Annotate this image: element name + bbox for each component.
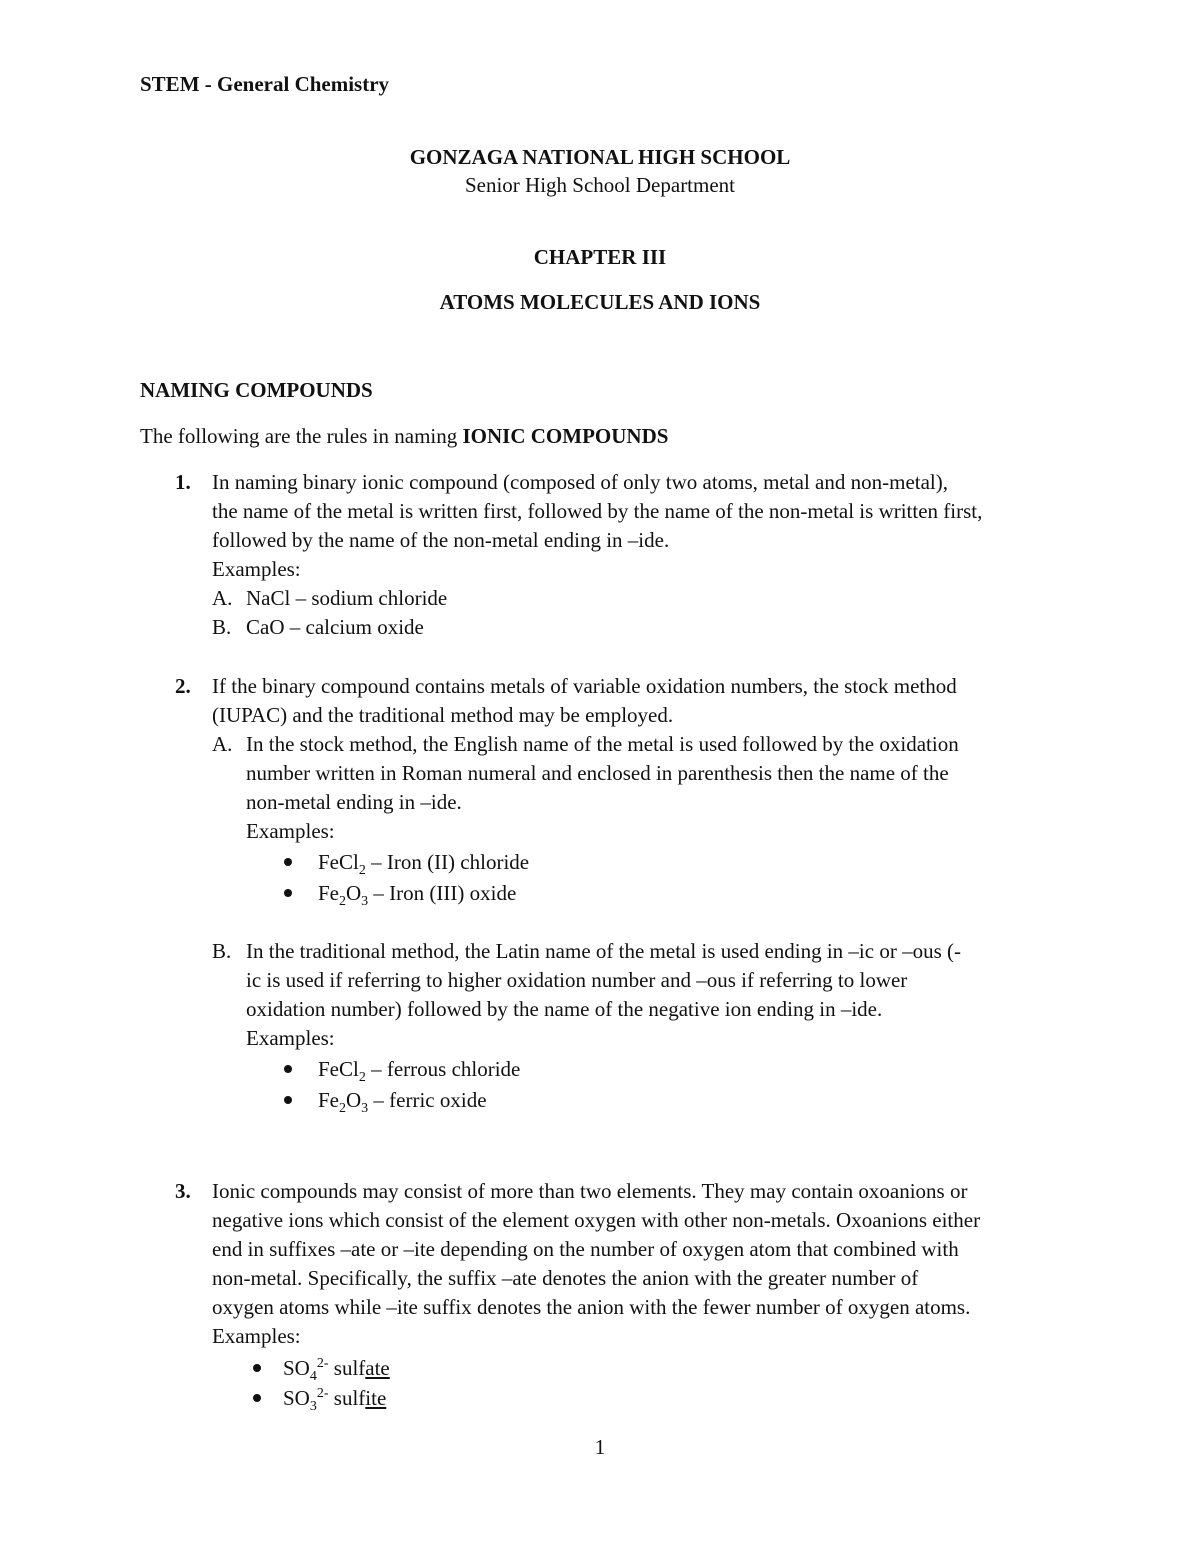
formula-subscript: 3 [309, 1399, 317, 1415]
bullet-icon [253, 1364, 261, 1372]
rule-3-line: negative ions which consist of the element oxygen with other non-metals. Oxoanions either [212, 1208, 981, 1232]
formula-charge: 2- [316, 1356, 329, 1371]
example-suffix: ate [365, 1356, 390, 1380]
rule-2b-line: In the traditional method, the Latin name of the metal is used ending in –ic or –ous (- [246, 939, 961, 963]
formula-part: Fe [318, 881, 339, 905]
section-heading: NAMING COMPOUNDS [140, 378, 373, 402]
rule-2b-text [246, 937, 1058, 1053]
rule-2a-marker: A. [212, 732, 233, 756]
formula-part: O [346, 881, 362, 905]
formula-subscript: 2 [358, 863, 366, 879]
rule-3-example-1 [283, 1354, 390, 1383]
examples-label: Examples: [212, 1324, 301, 1348]
formula-subscript: 3 [361, 894, 369, 910]
rule-3-line: non-metal. Specifically, the suffix –ate denotes the anion with the greater number of [212, 1266, 919, 1290]
intro-bold: IONIC COMPOUNDS [462, 424, 669, 448]
rule-2-text [212, 672, 1058, 730]
formula-subscript: 3 [361, 1101, 369, 1117]
example-name: – ferric oxide [368, 1088, 487, 1112]
department-name: Senior High School Department [464, 173, 736, 197]
rule-2b-example-1 [318, 1055, 520, 1084]
rule-1-example-a: NaCl – sodium chloride [246, 586, 448, 610]
formula-part: SO [283, 1356, 310, 1380]
bullet-icon [284, 1065, 292, 1073]
example-name: – ferrous chloride [365, 1057, 521, 1081]
example-name: – Iron (II) chloride [365, 850, 530, 874]
example-name: – Iron (III) oxide [368, 881, 517, 905]
bullet-icon [284, 889, 292, 897]
rule-1-text [212, 468, 1058, 584]
rule-1-line: the name of the metal is written first, followed by the name of the non-metal is written first, [212, 499, 983, 523]
example-suffix: ite [365, 1386, 387, 1410]
rule-3-line: end in suffixes –ate or –ite depending on the number of oxygen atom that combined with [212, 1237, 959, 1261]
formula-part: FeCl [318, 1057, 359, 1081]
bullet-icon [253, 1394, 261, 1402]
rule-1-example-b: CaO – calcium oxide [246, 615, 424, 639]
formula-part: SO [283, 1386, 310, 1410]
rule-2b-marker: B. [212, 939, 232, 963]
rule-2-number: 2. [175, 674, 191, 698]
rule-2a-text [246, 730, 1058, 846]
school-name: GONZAGA NATIONAL HIGH SCHOOL [409, 145, 791, 169]
rule-2a-line: In the stock method, the English name of the metal is used followed by the oxidation [246, 732, 959, 756]
rule-2a-example-1 [318, 848, 529, 877]
rule-2b-line: oxidation number) followed by the name of the negative ion ending in –ide. [246, 997, 883, 1021]
example-name: sulf [328, 1386, 366, 1410]
formula-part: FeCl [318, 850, 359, 874]
examples-label: Examples: [246, 819, 335, 843]
rule-3-line: Ionic compounds may consist of more than two elements. They may contain oxoanions or [212, 1179, 968, 1203]
rule-3-number: 3. [175, 1179, 191, 1203]
rule-3-text [212, 1177, 1058, 1351]
bullet-icon [284, 858, 292, 866]
rule-2a-line: non-metal ending in –ide. [246, 790, 462, 814]
formula-subscript: 2 [358, 1070, 366, 1086]
example-name: sulf [328, 1356, 366, 1380]
rule-1-number: 1. [175, 470, 191, 494]
bullet-icon [284, 1096, 292, 1104]
rule-2b-example-2 [318, 1086, 487, 1115]
chapter-number: CHAPTER III [533, 245, 667, 269]
examples-label: Examples: [212, 557, 301, 581]
rule-2a-example-2 [318, 879, 516, 908]
rule-2-line: (IUPAC) and the traditional method may be employed. [212, 703, 674, 727]
rule-2-line: If the binary compound contains metals of variable oxidation numbers, the stock method [212, 674, 957, 698]
rule-3-example-2 [283, 1384, 386, 1413]
formula-part: O [346, 1088, 362, 1112]
rule-1-line: In naming binary ionic compound (composed of only two atoms, metal and non-metal), [212, 470, 949, 494]
rule-1-example-b-marker: B. [212, 615, 232, 639]
chapter-title: ATOMS MOLECULES AND IONS [439, 290, 761, 314]
formula-charge: 2- [316, 1386, 329, 1401]
formula-subscript: 4 [309, 1369, 317, 1385]
formula-subscript: 2 [339, 1101, 346, 1117]
intro-text: The following are the rules in naming [140, 424, 463, 448]
examples-label: Examples: [246, 1026, 335, 1050]
page-number: 1 [594, 1435, 606, 1459]
rule-1-line: followed by the name of the non-metal ending in –ide. [212, 528, 670, 552]
course-header: STEM - General Chemistry [140, 72, 390, 96]
section-intro [140, 422, 668, 451]
rule-2b-line: ic is used if referring to higher oxidation number and –ous if referring to lower [246, 968, 908, 992]
formula-part: Fe [318, 1088, 339, 1112]
formula-subscript: 2 [339, 894, 346, 910]
rule-2a-line: number written in Roman numeral and enclosed in parenthesis then the name of the [246, 761, 949, 785]
rule-3-line: oxygen atoms while –ite suffix denotes the anion with the fewer number of oxygen atoms. [212, 1295, 971, 1319]
rule-1-example-a-marker: A. [212, 586, 233, 610]
